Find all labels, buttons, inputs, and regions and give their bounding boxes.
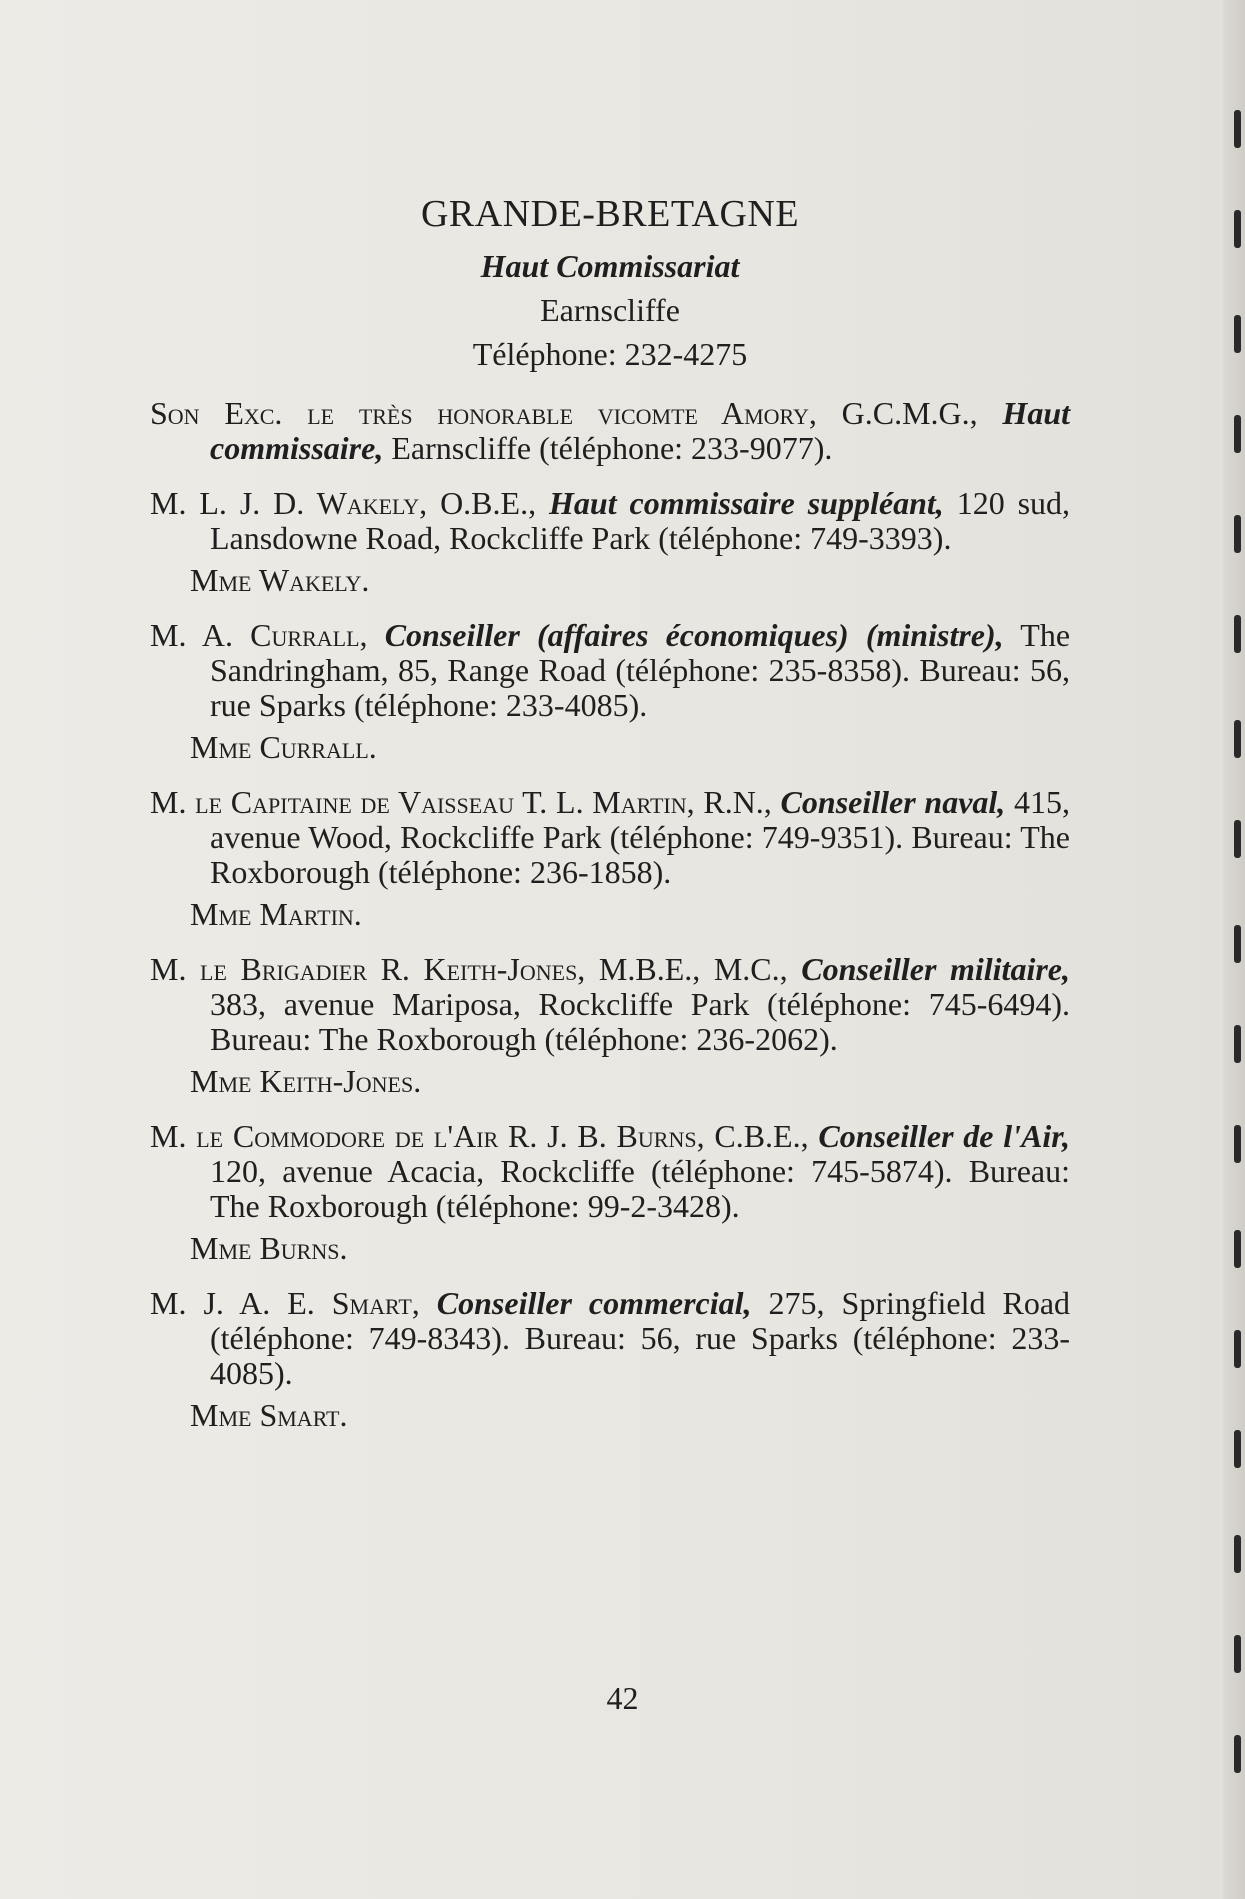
person-record xyxy=(150,396,1070,466)
person-name: M. le Commodore de l'Air R. J. B. Burns, C.B.E., xyxy=(150,1118,809,1154)
person-title: Conseiller commercial, xyxy=(436,1285,752,1321)
person-details: 383, avenue Mariposa, Rockcliffe Park (téléphone: 745-6494). Bureau: The Roxborough (téléphone: 236-2062). xyxy=(210,986,1070,1057)
binding-ring xyxy=(1234,1635,1241,1673)
directory-entry xyxy=(150,785,1070,932)
spiral-binding xyxy=(1223,0,1245,1899)
mission-telephone: Téléphone: 232-4275 xyxy=(472,336,748,372)
spouse-name: Mme Smart. xyxy=(190,1397,348,1433)
binding-ring xyxy=(1234,1125,1241,1163)
binding-ring xyxy=(1234,315,1241,353)
binding-ring xyxy=(1234,615,1241,653)
person-record xyxy=(150,785,1070,890)
person-name: M. L. J. D. Wakely, O.B.E., xyxy=(150,485,537,521)
person-record xyxy=(150,1119,1070,1224)
person-title: Conseiller (affaires économiques) (ministre), xyxy=(384,617,1004,653)
person-title: Haut commissaire suppléant, xyxy=(549,485,944,521)
directory-entry xyxy=(150,396,1070,466)
person-details: 275, Springfield Road (téléphone: 749-8343). Bureau: 56, rue Sparks (téléphone: 233-4085). xyxy=(210,1285,1071,1391)
person-name: M. A. Currall, xyxy=(150,617,368,653)
page-content xyxy=(150,190,1070,1433)
binding-ring xyxy=(1234,820,1241,858)
person-record xyxy=(150,1286,1070,1391)
spouse-name: Mme Wakely. xyxy=(190,562,370,598)
binding-ring xyxy=(1234,210,1241,248)
binding-ring xyxy=(1234,515,1241,553)
residence-name: Earnscliffe xyxy=(540,292,680,328)
binding-ring xyxy=(1234,110,1241,148)
binding-ring xyxy=(1234,720,1241,758)
section-header xyxy=(150,190,1070,376)
person-name: Son Exc. le très honorable vicomte Amory, G.C.M.G., xyxy=(150,395,978,431)
person-record xyxy=(150,486,1070,556)
directory-entry xyxy=(150,1119,1070,1266)
page-number: 42 xyxy=(606,1680,639,1716)
spouse-name: Mme Currall. xyxy=(190,729,377,765)
person-record xyxy=(150,618,1070,723)
binding-ring xyxy=(1234,925,1241,963)
directory-entry xyxy=(150,486,1070,598)
person-name: M. le Brigadier R. Keith-Jones, M.B.E., M.C., xyxy=(150,951,788,987)
person-details: Earnscliffe (téléphone: 233-9077). xyxy=(391,430,833,466)
country-heading: GRANDE-BRETAGNE xyxy=(420,193,800,235)
binding-ring xyxy=(1234,415,1241,453)
binding-ring xyxy=(1234,1025,1241,1063)
person-record xyxy=(150,952,1070,1057)
binding-ring xyxy=(1234,1230,1241,1268)
person-title: Conseiller de l'Air, xyxy=(818,1118,1070,1154)
binding-ring xyxy=(1234,1535,1241,1573)
binding-ring xyxy=(1234,1330,1241,1368)
person-title: Haut commissaire, xyxy=(210,395,1070,466)
directory-entry xyxy=(150,1286,1070,1433)
person-title: Conseiller naval, xyxy=(780,784,1006,820)
binding-ring xyxy=(1234,1430,1241,1468)
person-details: 120, avenue Acacia, Rockcliffe (téléphone: 745-5874). Bureau: The Roxborough (téléphone: 99-2-3428). xyxy=(210,1153,1070,1224)
person-details: 415, avenue Wood, Rockcliffe Park (téléphone: 749-9351). Bureau: The Roxborough (téléphone: 236-1858). xyxy=(210,784,1071,890)
directory-entry xyxy=(150,618,1070,765)
spouse-name: Mme Burns. xyxy=(190,1230,348,1266)
person-title: Conseiller militaire, xyxy=(801,951,1070,987)
person-name: M. J. A. E. Smart, xyxy=(150,1285,420,1321)
person-details: The Sandringham, 85, Range Road (téléphone: 235-8358). Bureau: 56, rue Sparks (téléphone: 233-4085). xyxy=(210,617,1071,723)
spouse-name: Mme Martin. xyxy=(190,896,362,932)
directory-entry xyxy=(150,952,1070,1099)
person-details: 120 sud, Lansdowne Road, Rockcliffe Park (téléphone: 749-3393). xyxy=(210,485,1071,556)
person-name: M. le Capitaine de Vaisseau T. L. Martin, R.N., xyxy=(150,784,772,820)
mission-name: Haut Commissariat xyxy=(480,248,740,284)
binding-ring xyxy=(1234,1735,1241,1773)
spouse-name: Mme Keith-Jones. xyxy=(190,1063,422,1099)
